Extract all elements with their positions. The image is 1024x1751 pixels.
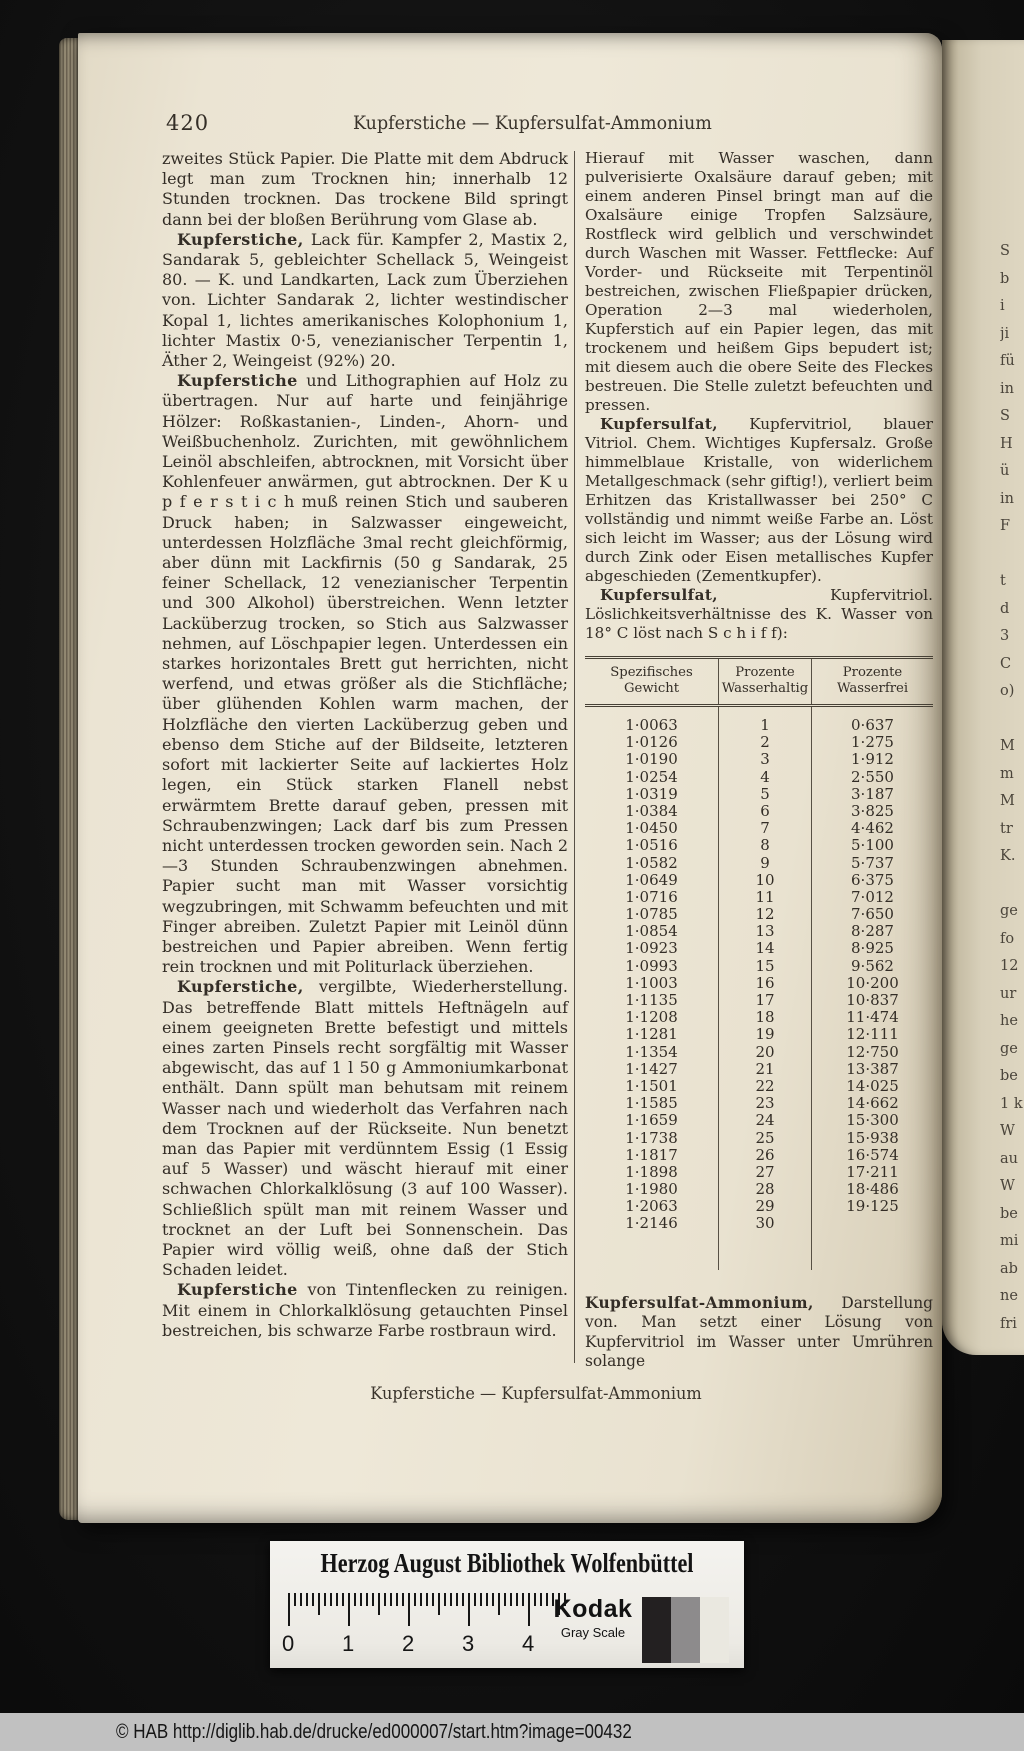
paragraph: Kupfersulfat, Kupfervitriol. Löslichkeitsverhältnisse des K. Wasser von 18° C löst nach S c h i f f):	[585, 586, 933, 642]
table-cell: 1·2146	[625, 1214, 678, 1233]
ruler-number: 4	[522, 1631, 535, 1656]
text-fragment: M	[1000, 738, 1015, 754]
ruler-tick	[528, 1593, 530, 1626]
ruler-tick	[504, 1593, 506, 1606]
ruler-tick	[348, 1593, 350, 1626]
table-cell: 18·486	[846, 1180, 899, 1199]
table-cell: 29	[755, 1197, 775, 1216]
entry-headword: Kupferstiche,	[177, 977, 304, 997]
table-cell: 19·125	[846, 1197, 899, 1216]
table-cell: 18	[755, 1008, 775, 1027]
text-fragment: ab	[1000, 1260, 1018, 1277]
paragraph-first-line	[585, 1294, 933, 1314]
table-cell: 13·387	[846, 1059, 899, 1078]
ruler-tick	[540, 1593, 542, 1606]
caption-text: © HAB http://diglib.hab.de/drucke/ed000007/start.htm?image=00432	[116, 1720, 632, 1743]
text-fragment: au	[1000, 1150, 1018, 1167]
table-cell: 4	[760, 767, 770, 786]
ruler-tick	[366, 1593, 368, 1606]
ruler-tick	[492, 1593, 494, 1606]
ruler-tick	[342, 1593, 344, 1606]
table-column-header: Spezifisches Gewicht	[610, 665, 693, 696]
table-cell: 1·0384	[625, 801, 678, 820]
text-fragment: mi	[1000, 1233, 1019, 1249]
kodak-mark	[548, 1595, 638, 1640]
gray-scale-patch	[671, 1597, 700, 1663]
ruler-tick	[462, 1593, 464, 1606]
table-cell: 10·200	[846, 973, 899, 992]
text-fragment: M	[1000, 793, 1015, 809]
text-fragment: S	[1000, 408, 1010, 424]
text-fragment: F	[1000, 518, 1011, 534]
paragraph: zweites Stück Papier. Die Platte mit dem Abdruck legt man zum Trocknen hin; innerhalb 12 Stunden trocknen. Das trockene Bild springt dann bei der bloßen Berührung vom Glase ab.	[162, 149, 568, 229]
ruler-tick	[306, 1593, 308, 1606]
text-fragment: W	[1000, 1123, 1015, 1139]
ruler-number: 3	[462, 1631, 475, 1656]
ruler-tick	[468, 1593, 470, 1626]
table-cell: 28	[755, 1180, 775, 1199]
ruler-tick	[324, 1593, 326, 1606]
table-cell: 1·0649	[625, 870, 678, 889]
table-cell: 1·1281	[625, 1025, 678, 1044]
text-fragment: in	[1000, 380, 1014, 397]
table-cell: 20	[755, 1042, 775, 1061]
table-cell: 1·0582	[625, 853, 678, 872]
ruler-tick	[420, 1593, 422, 1606]
ruler-tick	[378, 1593, 380, 1615]
text-fragment: fo	[1000, 930, 1015, 947]
kupfersulfat-ammonium-paragraph	[585, 1294, 933, 1372]
table-cell: 30	[755, 1214, 775, 1233]
text-fragment: ge	[1000, 1040, 1018, 1057]
ruler-tick	[426, 1593, 428, 1606]
paragraph-text: von. Man setzt einer Lösung von Kupfervitriol im Wasser unter Umrühren solange	[585, 1313, 933, 1371]
text-fragment: in	[1000, 490, 1014, 507]
running-footer: Kupferstiche — Kupfersulfat-Ammonium	[370, 1384, 702, 1404]
table-cell: 1·1208	[625, 1008, 678, 1027]
table-cell: 27	[755, 1162, 775, 1181]
ruler-tick	[516, 1593, 518, 1606]
table-cell: 1·0993	[625, 956, 678, 975]
text-fragment: tr	[1000, 820, 1013, 837]
table-cell: 1·912	[851, 750, 894, 769]
table-cell: 15·300	[846, 1111, 899, 1130]
text-fragment: i	[1000, 298, 1005, 314]
page-number: 420	[166, 111, 210, 135]
table-cell: 1·0716	[625, 887, 678, 906]
entry-headword: Kupfersulfat-Ammonium,	[585, 1293, 814, 1312]
table-cell: 11·474	[846, 1008, 899, 1027]
column-divider	[574, 151, 575, 1363]
table-header-row	[585, 659, 933, 707]
entry-headword: Kupferstiche	[177, 1280, 298, 1300]
ruler-tick	[510, 1593, 512, 1606]
table-cell: 11	[755, 887, 775, 906]
ruler-tick	[390, 1593, 392, 1606]
table-cell: 1·275	[851, 733, 894, 752]
paragraph: Kupferstiche und Lithographien auf Holz zu übertragen. Nur auf harte und feinjährige Hölzer: Roßkastanien-, Linden-, Ahorn- und Weißbuchenholz. Zurichten, mit gewöhnlichem Leinöl abschleifen, abtrocknen, mit Vorsicht über Kohlenfeuer anwärmen, gut abtrocknen. Der K u p f e r s t i c h muß reinen Stich und sauberen Druck haben; in Salzwasser eingeweicht, unterdessen Holzfläche 3mal recht gleichförmig, aber dünn mit Lackfirnis (50 g Sandarak, 25 feiner Schellack, 12 venezianischer Terpentin und 300 Alkohol) überstreichen. Wenn letzter Lacküberzug trocken, so Stich aus Salzwasser nehmen, auf Löschpapier legen. Unterdessen ein starkes horizontales Brett gut herrichten, nicht werfend, und etwas größer als die Stichfläche; über glühenden Kohlen warm machen, der Holzfläche den vierten Lacküberzug geben und ebenso dem Stiche auf der Bildseite, letzteren sofort mit lackierter Seite auf lackiertes Holz legen, ein Stück starken Flanell nebst erwärmtem Brette darauf geben, pressen mit Schraubenzwingen; Lack darf bis zum Pressen nicht unterdessen trocken geworden sein. Nach 2—3 Stunden Schraubenzwingen abnehmen. Papier sucht man mit Wasser vorsichtig wegzubringen, mit Schwamm befeuchten und mit Finger abreiben. Zuletzt Papier mit Leinöl dünn bestreichen und Papier abreiben. Wenn fertig rein trocknen und mit Politurlack überziehen.	[162, 371, 568, 977]
gray-scale-patches	[642, 1597, 729, 1663]
next-page-text-fragments	[1000, 238, 1024, 1338]
text-fragment: m	[1000, 765, 1014, 782]
library-label	[270, 1541, 744, 1668]
table-cell: 12·111	[846, 1025, 899, 1044]
paragraph: Hierauf mit Wasser waschen, dann pulverisierte Oxalsäure darauf geben; mit einem anderen Pinsel bringt man auf die Oxalsäure einige Tropfen Salzsäure, Rostfleck wird gelblich und verschwindet durch Waschen mit Wasser. Fettflecke: Auf Vorder- und Rückseite mit Terpentinöl bestreichen, zwischen Fließpapier drücken, Operation 2—3 mal wiederholen, Kupferstich auf ein Papier legen, das mit trockenem und heißem Gips bepudert ist; mit diesem auch die obere Seite des Fleckes bestreuen. Die Stelle zuletzt befeuchten und pressen.	[585, 149, 933, 414]
text-fragment	[1000, 706, 1024, 734]
entry-headword: Kupfersulfat,	[600, 415, 718, 433]
ruler-number: 0	[282, 1631, 295, 1656]
ruler-tick	[444, 1593, 446, 1606]
table-cell: 1·1980	[625, 1180, 678, 1199]
text-fragment: d	[1000, 600, 1010, 617]
text-fragment: 12	[1000, 958, 1019, 974]
ruler-tick	[318, 1593, 320, 1615]
ruler-tick	[402, 1593, 404, 1606]
table-cell: 1·1354	[625, 1042, 678, 1061]
table-cell: 2	[760, 733, 770, 752]
gray-scale-caption: Gray Scale	[560, 1625, 626, 1640]
running-header: Kupferstiche — Kupfersulfat-Ammonium	[353, 112, 712, 134]
table-column	[811, 707, 933, 1270]
text-fragment: 1 k	[1000, 1095, 1023, 1112]
ruler-tick	[396, 1593, 398, 1606]
table-cell: 14	[755, 939, 775, 958]
solubility-table	[585, 656, 933, 1270]
text-fragment: 3	[1000, 628, 1010, 644]
text-fragment: C	[1000, 655, 1012, 672]
text-fragment: ü	[1000, 463, 1010, 479]
table-cell: 24	[755, 1111, 775, 1130]
table-cell: 7·650	[851, 905, 894, 924]
table-cell: 5·100	[851, 836, 894, 855]
table-cell: 1·0190	[625, 750, 678, 769]
table-cell: 8·925	[851, 939, 894, 958]
ruler-tick	[384, 1593, 386, 1606]
table-cell: 12	[755, 905, 775, 924]
ruler-tick	[534, 1593, 536, 1606]
table-cell: 1·1738	[625, 1128, 678, 1147]
ruler-number: 2	[402, 1631, 415, 1656]
entry-headword: Kupferstiche,	[177, 229, 304, 249]
table-cell: 1·1135	[625, 991, 678, 1009]
page-header-row	[162, 109, 934, 139]
table-cell: 13	[755, 922, 775, 941]
table-cell: 1	[760, 716, 770, 734]
table-column	[718, 707, 811, 1270]
text-fragment: t	[1000, 573, 1006, 589]
table-cell: 1·1817	[625, 1145, 678, 1164]
text-fragment: H	[1000, 435, 1013, 452]
table-cell: 9·562	[851, 956, 894, 975]
caption-bar	[0, 1713, 1024, 1751]
table-cell: 1·0516	[625, 836, 678, 855]
ruler-tick	[354, 1593, 356, 1606]
text-fragment: be	[1000, 1068, 1018, 1084]
table-cell: 1·1427	[625, 1059, 678, 1078]
paragraph: Kupfersulfat, Kupfervitriol, blauer Vitriol. Chem. Wichtiges Kupfersalz. Große himmelblaue Kristalle, von widerlichem Metallgeschmack (sehr giftig!), verliert beim Erhitzen das Kristallwasser bei 250° C vollständig und nimmt weiße Farbe an. Löst sich leicht im Wasser; aus der Lösung wird durch Zink oder Eisen metallisches Kupfer abgeschieden (Zementkupfer).	[585, 415, 933, 585]
ruler-tick	[474, 1593, 476, 1606]
table-cell: 17	[755, 991, 775, 1009]
text-fragment: be	[1000, 1205, 1018, 1222]
table-cell: 1·1585	[625, 1094, 678, 1113]
table-cell: 16	[755, 973, 775, 992]
table-column-header: Prozente Wasserhaltig	[718, 659, 811, 704]
right-column	[585, 149, 933, 1372]
ruler	[282, 1593, 584, 1661]
table-cell: 23	[755, 1094, 775, 1113]
table-cell: 1·1501	[625, 1076, 678, 1095]
table-cell: 1·0854	[625, 922, 678, 941]
ruler-tick	[300, 1593, 302, 1606]
ruler-tick	[498, 1593, 500, 1615]
text-fragment: W	[1000, 1178, 1015, 1194]
text-fragment: fü	[1000, 353, 1015, 369]
text-fragment: S	[1000, 243, 1010, 259]
table-cell: 1·0450	[625, 819, 678, 838]
table-cell: 6·375	[851, 870, 894, 889]
right-column-paragraphs	[585, 149, 933, 643]
paragraph: Kupferstiche, vergilbte, Wiederherstellung. Das betreffende Blatt mittels Heftnägeln auf einem geeigneten Brette befestigt und mittels eines zarten Pinsels recht sorgfältig mit Wasser abgewischt, das auf 1 l 50 g Ammoniumkarbonat enthält. Dann spült man behutsam mit reinem Wasser nach und wiederholt das Verfahren nach dem Trocknen auf der Rückseite. Nun benetzt man das Papier mit verdünntem Essig (1 Essig auf 5 Wasser) und wäscht hierauf mit einer schwachen Chlorkalklösung (3 auf 100 Wasser). Schließlich spült man mit reinem Wasser und trocknet an der Luft bei Sonnenschein. Das Papier wird völlig weiß, ohne daß der Stich Schaden leidet.	[162, 977, 568, 1280]
table-cell: 1·2063	[625, 1197, 678, 1216]
table-cell: 15	[755, 956, 775, 975]
first-line-right-word: Darstellung	[841, 1293, 933, 1312]
table-cell: 15·938	[846, 1128, 899, 1147]
ruler-tick	[312, 1593, 314, 1606]
book-page-edges	[59, 38, 80, 1520]
ruler-number: 1	[342, 1631, 355, 1656]
table-cell: 3·187	[851, 784, 894, 803]
ruler-ticks	[288, 1593, 584, 1629]
table-cell: 5	[760, 784, 770, 803]
table-cell: 1·0319	[625, 784, 678, 803]
text-fragment: he	[1000, 1013, 1018, 1029]
ruler-tick	[432, 1593, 434, 1606]
table-cell: 10·837	[846, 991, 899, 1009]
table-cell: 14·025	[846, 1076, 899, 1095]
table-cell: 3·825	[851, 801, 894, 820]
ruler-tick	[522, 1593, 524, 1606]
table-cell: 0·637	[851, 716, 894, 734]
table-column-header: Prozente Wasserfrei	[811, 659, 933, 704]
table-cell	[812, 1214, 933, 1231]
table-column	[585, 707, 718, 1270]
library-name: Herzog August Bibliothek Wolfenbüttel	[320, 1548, 694, 1578]
ruler-tick	[360, 1593, 362, 1606]
table-body	[585, 707, 933, 1270]
table-cell: 16·574	[846, 1145, 899, 1164]
table-cell: 1·1659	[625, 1111, 678, 1130]
text-fragment: o)	[1000, 683, 1015, 699]
table-cell: 8·287	[851, 922, 894, 941]
entry-headword: Kupferstiche	[177, 371, 298, 391]
left-column	[162, 149, 568, 1341]
text-fragment: ge	[1000, 903, 1018, 919]
table-cell: 14·662	[846, 1094, 899, 1113]
table-cell: 1·1898	[625, 1162, 678, 1181]
ruler-tick	[438, 1593, 440, 1615]
text-fragment: ne	[1000, 1288, 1018, 1304]
table-cell: 17·211	[846, 1162, 899, 1181]
table-cell: 8	[760, 836, 770, 855]
table-cell: 1·0785	[625, 905, 678, 924]
next-page-sliver	[942, 40, 1024, 1355]
table-cell: 3	[760, 750, 770, 769]
gray-scale-patch	[642, 1597, 671, 1663]
table-cell: 19	[755, 1025, 775, 1044]
table-cell: 22	[755, 1076, 775, 1095]
ruler-tick	[288, 1593, 290, 1626]
kodak-logo: Kodak	[553, 1595, 633, 1623]
text-fragment: fri	[1000, 1315, 1017, 1332]
text-fragment: b	[1000, 270, 1010, 287]
ruler-tick	[408, 1593, 410, 1626]
table-cell: 9	[760, 853, 770, 872]
text-fragment	[1000, 871, 1024, 899]
table-cell: 7·012	[851, 887, 894, 906]
book-page	[78, 33, 942, 1523]
paragraph: Kupferstiche, Lack für. Kampfer 2, Mastix 2, Sandarak 5, gebleichter Schellack 5, Weingeist 80. — K. und Landkarten, Lack zum Überziehen von. Lichter Sandarak 2, lichter westindischer Kopal 1, lichtes amerikanisches Kolophonium 1, lichter Mastix 0·5, venezianischer Terpentin 1, Äther 2, Weingeist (92%) 20.	[162, 229, 568, 371]
table-cell: 7	[760, 819, 770, 838]
ruler-tick	[486, 1593, 488, 1606]
ruler-tick	[414, 1593, 416, 1606]
table-cell: 10	[755, 870, 775, 889]
table-cell: 25	[755, 1128, 775, 1147]
ruler-tick	[450, 1593, 452, 1606]
table-cell: 5·737	[851, 853, 894, 872]
ruler-tick	[372, 1593, 374, 1606]
table-cell: 4·462	[851, 819, 894, 838]
text-fragment: K.	[1000, 848, 1016, 864]
table-cell: 1·0063	[625, 716, 678, 734]
table-cell: 1·0923	[625, 939, 678, 958]
ruler-tick	[330, 1593, 332, 1606]
ruler-tick	[294, 1593, 296, 1606]
table-cell: 1·0126	[625, 733, 678, 752]
ruler-tick	[480, 1593, 482, 1606]
table-cell: 1·1003	[625, 973, 678, 992]
table-cell: 1·0254	[625, 767, 678, 786]
text-fragment: ur	[1000, 985, 1017, 1002]
paragraph: Kupferstiche von Tintenflecken zu reinigen. Mit einem in Chlorkalklösung getauchten Pinsel bestreichen, bis schwarze Farbe rostbraun wird.	[162, 1280, 568, 1340]
table-cell: 21	[755, 1059, 775, 1078]
text-fragment	[1000, 541, 1024, 569]
gray-scale-patch	[700, 1597, 729, 1663]
entry-headword: Kupfersulfat,	[600, 586, 718, 604]
table-cell: 2·550	[851, 767, 894, 786]
table-cell: 6	[760, 801, 770, 820]
table-cell: 26	[755, 1145, 775, 1164]
ruler-tick	[336, 1593, 338, 1606]
ruler-tick	[456, 1593, 458, 1606]
text-fragment: ji	[1000, 325, 1010, 342]
table-cell: 12·750	[846, 1042, 899, 1061]
